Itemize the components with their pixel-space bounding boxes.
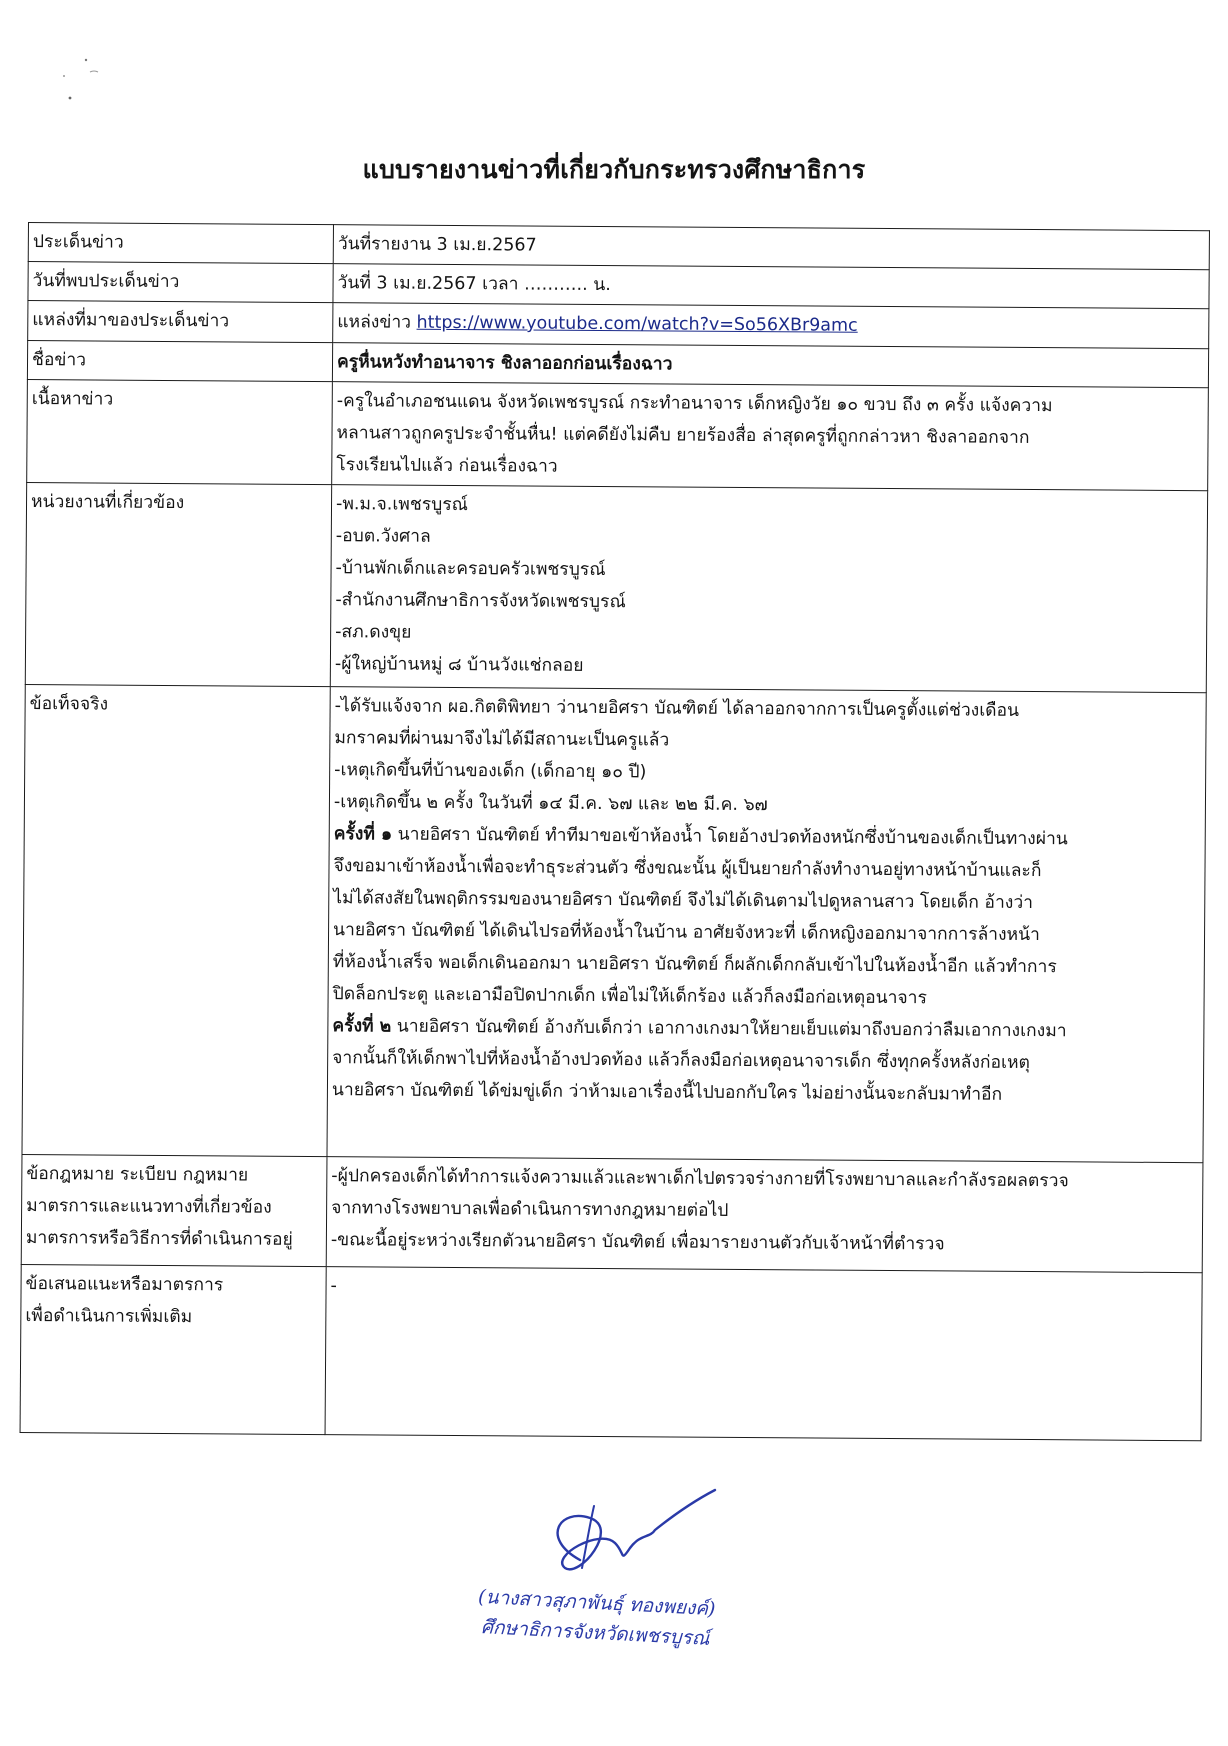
fact-line: จากนั้นก็ให้เด็กพาไปที่ห้องน้ำอ้างปวดท้อง แล้วก็ลงมือก่อเหตุอนาจารเด็ก ซึ่งทุกครั้งหลังก่อเหตุ [332, 1048, 1030, 1074]
content-line: หลานสาวถูกครูประจำชั้นหื่น! แต่คดียังไม่คืบ ยายร้องสื่อ ล่าสุดครูที่ถูกกล่าวหา ชิงลาออกจาก [336, 423, 1030, 448]
agency-item: -อบต.วังศาล [335, 526, 431, 547]
agency-item: -บ้านพักเด็กและครอบครัวเพชรบูรณ์ [335, 558, 606, 581]
row-value: วันที่รายงาน 3 เม.ย.2567 [333, 225, 1209, 270]
fact-text: นายอิศรา บัณฑิตย์ อ้างกับเด็กว่า เอากางเกงมาให้ยายเย็บแต่มาถึงบอกว่าลืมเอากางเกงมา [391, 1016, 1067, 1042]
agency-item: -พ.ม.จ.เพชรบูรณ์ [335, 494, 468, 516]
report-table [20, 222, 1210, 1441]
fact-line: ที่ห้องน้ำเสร็จ พอเด็กเดินออกมา นายอิศรา บัณฑิตย์ ก็ผลักเด็กกลับเข้าไปในห้องน้ำอีก แล้วทำการ [332, 952, 1057, 978]
label-line: เพื่อดำเนินการเพิ่มเติม [25, 1306, 193, 1328]
second-incident-label: ครั้งที่ ๒ [332, 1016, 392, 1037]
table-row [20, 1264, 1202, 1440]
row-label: ชื่อข่าว [27, 341, 332, 382]
signer-name: (นางสาวสุภาพันธุ์ ทองพยงค์) [477, 1585, 716, 1621]
suggestion-value: - [325, 1267, 1202, 1441]
row-label [21, 1154, 327, 1266]
fact-line: -เหตุเกิดขึ้นที่บ้านของเด็ก (เด็กอายุ ๑๐ ปี) [334, 760, 647, 783]
label-line: มาตรการหรือวิธีการที่ดำเนินการอยู่ [25, 1228, 293, 1250]
row-label: วันที่พบประเด็นข่าว [28, 262, 333, 303]
fact-line: นายอิศรา บัณฑิตย์ ได้ข่มขู่เด็ก ว่าห้ามเอาเรื่องนี้ไปบอกกับใคร ไม่อย่างนั้นจะกลับมาทำอีก [331, 1080, 1003, 1105]
legal-value [326, 1157, 1203, 1273]
first-incident-label: ครั้งที่ ๑ [333, 824, 393, 845]
legal-line: จากทางโรงพยาบาลเพื่อดำเนินการทางกฎหมายต่อไป [331, 1198, 729, 1221]
fact-line: จึงขอมาเข้าห้องน้ำเพื่อจะทำธุระส่วนตัว ซึ่งขณะนั้น ผู้เป็นยายกำลังทำงานอยู่ทางหน้าบ้านและก็ [333, 856, 1042, 882]
label-line: มาตรการและแนวทางที่เกี่ยวข้อง [26, 1196, 272, 1218]
row-label: แหล่งที่มาของประเด็นข่าว [28, 301, 333, 343]
content-line: โรงเรียนไปแล้ว ก่อนเรื่องฉาว [336, 455, 558, 477]
scan-specks [50, 50, 140, 120]
content-line: -ครูในอำเภอชนแดน จังหวัดเพชรบูรณ์ กระทำอนาจาร เด็กหญิงวัย ๑๐ ขวบ ถึง ๓ ครั้ง แจ้งความ [336, 391, 1053, 417]
label-line: ข้อกฎหมาย ระเบียบ กฎหมาย [26, 1164, 249, 1186]
fact-line: นายอิศรา บัณฑิตย์ ได้เดินไปรอที่ห้องน้ำในบ้าน อาศัยจังหวะที่ เด็กหญิงออกมาจากการล้างหน้า [332, 920, 1040, 946]
agencies-value [330, 485, 1207, 693]
label-line: ข้อเสนอแนะหรือมาตรการ [25, 1274, 224, 1296]
fact-line: ปิดล็อกประตู และเอามือปิดปากเด็ก เพื่อไม่ให้เด็กร้อง แล้วก็ลงมือก่อเหตุอนาจาร [332, 984, 928, 1009]
agency-item: -สำนักงานศึกษาธิการจังหวัดเพชรบูรณ์ [335, 590, 626, 613]
table-row [27, 379, 1209, 490]
row-label: หน่วยงานที่เกี่ยวข้อง [25, 482, 331, 686]
signer-position: ศึกษาธิการจังหวัดเพชรบูรณ์ [480, 1616, 710, 1650]
agency-item: -สภ.ดงขุย [335, 622, 412, 643]
fact-line: มกราคมที่ผ่านมาจึงไม่ได้มีสถานะเป็นครูแล้ว [334, 728, 670, 751]
table-row [21, 1154, 1203, 1272]
agency-item: -ผู้ใหญ่บ้านหมู่ ๘ บ้านวังแช่กลอย [334, 654, 584, 676]
signature-mark [520, 1468, 720, 1598]
row-label: เนื้อหาข่าว [27, 379, 333, 484]
row-label [20, 1264, 326, 1434]
table-row [22, 684, 1206, 1162]
fact-line: ไม่ได้สงสัยในพฤติกรรมของนายอิศรา บัณฑิตย์ จึงไม่ได้เดินตามไปดูหลานสาว โดยเด็ก อ้างว่า [333, 888, 1034, 914]
fact-line: -ได้รับแจ้งจาก ผอ.กิตติพิทยา ว่านายอิศรา บัณฑิตย์ ได้ลาออกจากการเป็นครูตั้งแต่ช่วงเดือน [334, 696, 1020, 721]
content-value [332, 382, 1209, 491]
facts-value [327, 687, 1206, 1163]
table-row [25, 482, 1207, 692]
page-title: แบบรายงานข่าวที่เกี่ยวกับกระทรวงศึกษาธิการ [362, 155, 866, 184]
source-link[interactable]: https://www.youtube.com/watch?v=So56XBr9amc [416, 312, 858, 336]
legal-line: -ขณะนี้อยู่ระหว่างเรียกตัวนายอิศรา บัณฑิตย์ เพื่อมารายงานตัวกับเจ้าหน้าที่ตำรวจ [330, 1230, 945, 1255]
fact-line: -เหตุเกิดขึ้น ๒ ครั้ง ในวันที่ ๑๔ มี.ค. ๖๗ และ ๒๒ มี.ค. ๖๗ [333, 792, 768, 816]
fact-text: นายอิศรา บัณฑิตย์ ทำทีมาขอเข้าห้องน้ำ โดยอ้างปวดท้องหนักซึ่งบ้านของเด็กเป็นทางผ่าน [392, 824, 1068, 850]
legal-line: -ผู้ปกครองเด็กได้ทำการแจ้งความแล้วและพาเด็กไปตรวจร่างกายที่โรงพยาบาลและกำลังรอผลตรวจ [331, 1166, 1069, 1192]
row-value [333, 303, 1209, 349]
row-label: ข้อเท็จจริง [22, 684, 330, 1156]
row-label: ประเด็นข่าว [28, 223, 333, 264]
row-value: วันที่ 3 เม.ย.2567 เวลา ……….. น. [333, 264, 1209, 309]
headline-value: ครูหื่นหวังทำอนาจาร ชิงลาออกก่อนเรื่องฉาว [332, 343, 1208, 388]
source-prefix: แหล่งข่าว [337, 312, 417, 333]
